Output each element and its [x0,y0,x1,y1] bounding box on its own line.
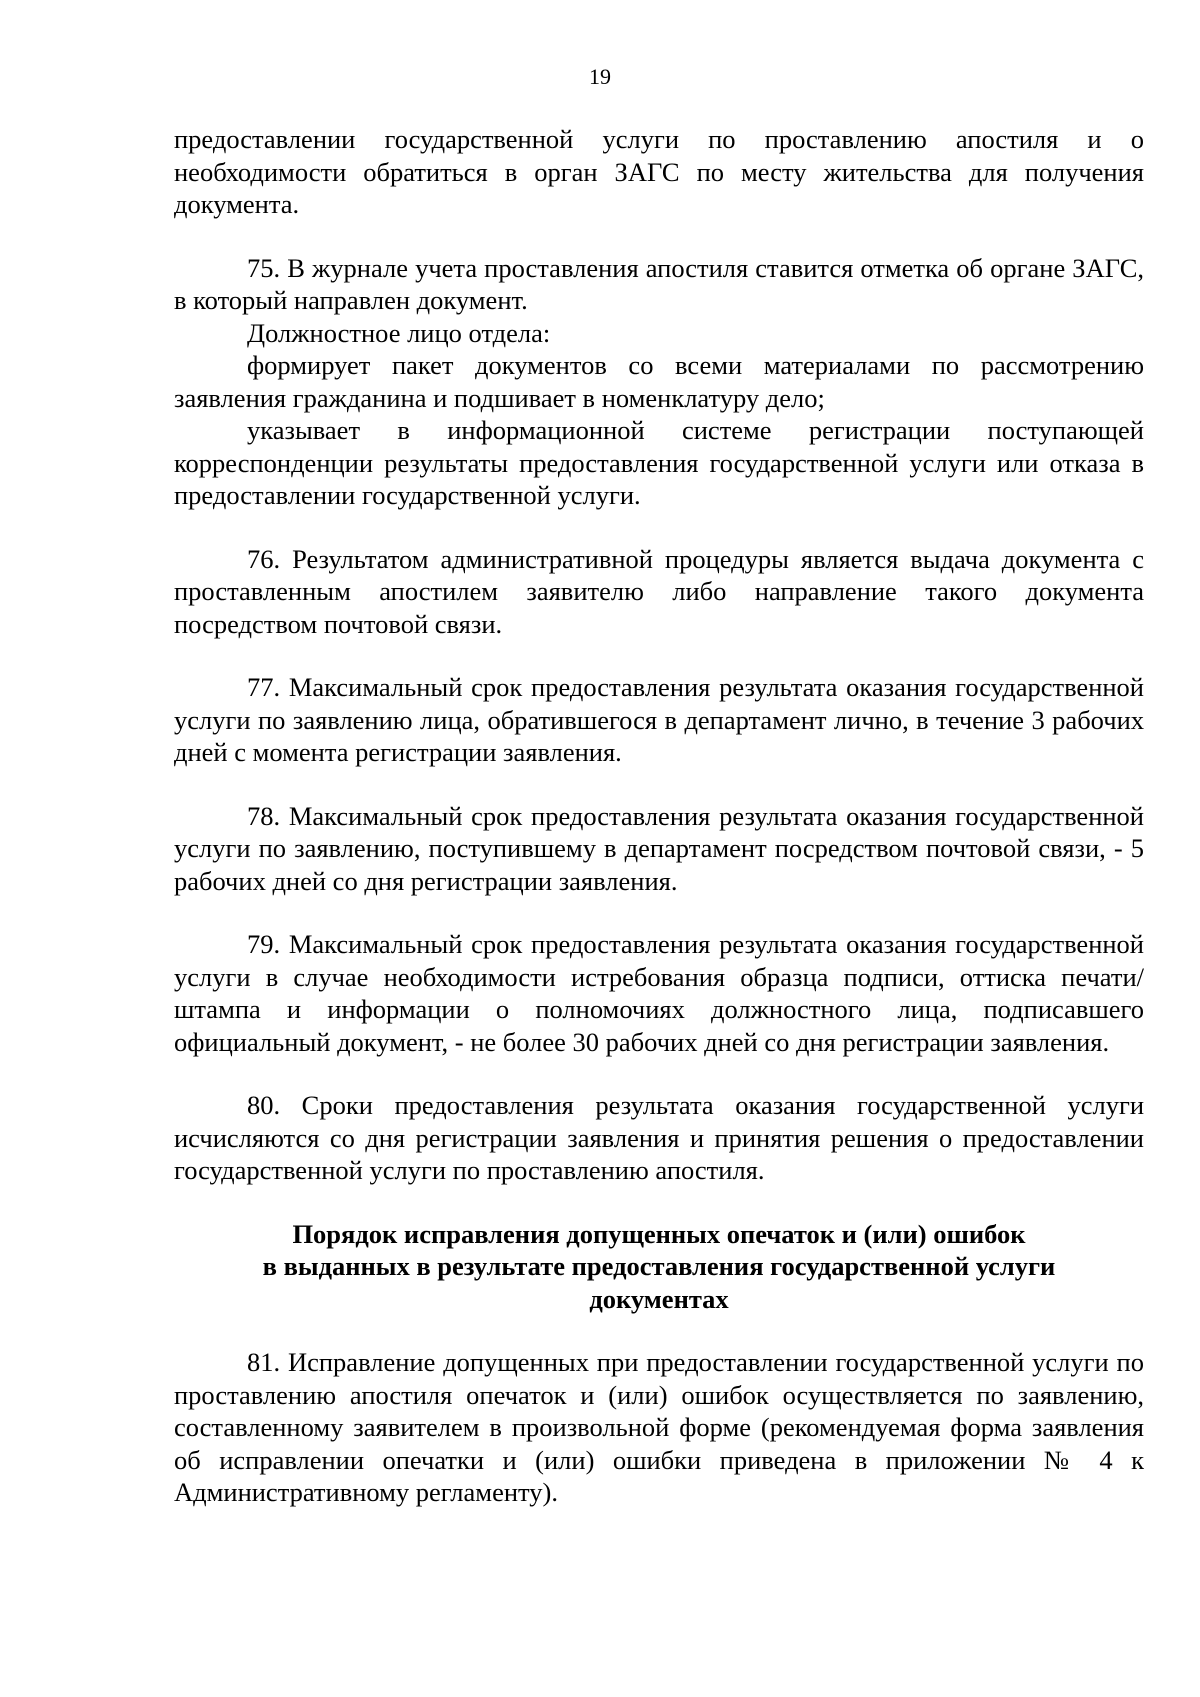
paragraph-continuation: предоставлении государственной услуги по проставлению апостиля и о необходимости обратиться в орган ЗАГС по месту жительства для получения документа. [174,124,1144,219]
paragraph-indicates-results: указывает в информационной системе регистрации поступающей корреспонденции результаты предоставления государственной услуги или отказа в предоставлении государственной услуги. [174,415,1144,510]
paragraph-79: 79. Максимальный срок предоставления результата оказания государственной услуги в случае необходимости истребования образца подписи, оттиска печати/штампа и информации о полномочиях должностного лица, подписавшего официальный документ, - не более 30 рабочих дней со дня регистрации заявления. [174,929,1144,1057]
section-heading-line-1: Порядок исправления допущенных опечаток и (или) ошибок [292,1218,1026,1249]
paragraph-81: 81. Исправление допущенных при предоставлении государственной услуги по проставлению апостиля опечаток и (или) ошибок осуществляется по заявлению, составленному заявителем в произвольной форме (рекомендуемая форма заявления об исправлении опечатки и (или) ошибки приведена в приложении № 4 к Административному регламенту). [174,1347,1144,1507]
section-heading [174,1218,1144,1316]
section-heading-line-2: в выданных в результате предоставления государственной услуги [262,1251,1056,1281]
section-heading-line-3: документах [589,1283,729,1314]
paragraph-forms-package: формирует пакет документов со всеми материалами по рассмотрению заявления гражданина и подшивает в номенклатуру дело; [174,350,1144,413]
paragraph-80: 80. Сроки предоставления результата оказания государственной услуги исчисляются со дня регистрации заявления и принятия решения о предоставлении государственной услуги по проставлению апостиля. [174,1090,1144,1185]
paragraph-77: 77. Максимальный срок предоставления результата оказания государственной услуги по заявлению лица, обратившегося в департамент лично, в течение 3 рабочих дней с момента регистрации заявления. [174,672,1144,767]
paragraph-75: 75. В журнале учета проставления апостиля ставится отметка об органе ЗАГС, в который направлен документ. [174,252,1144,315]
document-body [174,123,1144,1509]
paragraph-official-intro: Должностное лицо отдела: [247,317,551,348]
paragraph-76: 76. Результатом административной процедуры является выдача документа с проставленным апостилем заявителю либо направление такого документа посредством почтовой связи. [174,543,1144,639]
page-number: 19 [589,64,611,89]
paragraph-78: 78. Максимальный срок предоставления результата оказания государственной услуги по заявлению, поступившему в департамент посредством почтовой связи, - 5 рабочих дней со дня регистрации заявления. [174,800,1144,896]
